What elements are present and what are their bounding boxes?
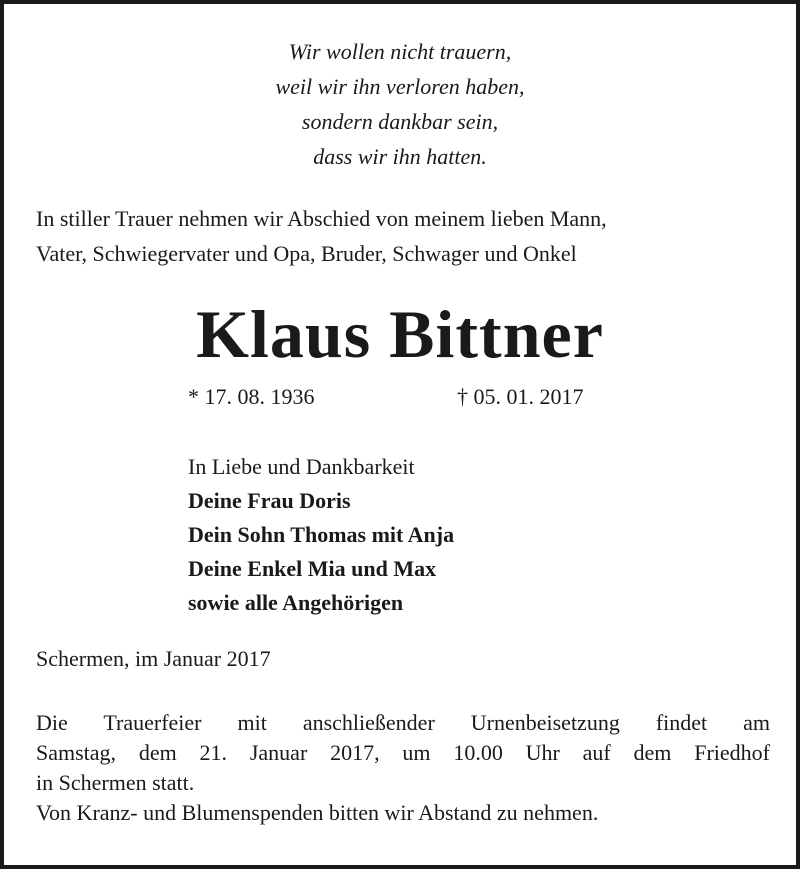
family-member: Dein Sohn Thomas mit Anja: [188, 522, 455, 547]
deceased-name: Klaus Bittner: [196, 296, 604, 372]
poem-line: dass wir ihn hatten.: [313, 144, 487, 169]
poem-line: sondern dankbar sein,: [301, 109, 499, 134]
memorial-poem: [4, 34, 796, 174]
service-line: in Schermen statt.: [36, 770, 195, 795]
poem-line: weil wir ihn verloren haben,: [275, 74, 525, 99]
family-signature: [188, 450, 454, 620]
family-intro: In Liebe und Dankbarkeit: [188, 454, 415, 479]
service-line: Samstag, dem 21. Januar 2017, um 10.00 Uhr auf dem Friedhof: [36, 740, 770, 765]
mourning-intro: [36, 201, 776, 271]
poem-line: Wir wollen nicht trauern,: [288, 39, 512, 64]
service-line: Die Trauerfeier mit anschließender Urnenbeisetzung findet am: [36, 710, 770, 735]
intro-line: In stiller Trauer nehmen wir Abschied von meinem lieben Mann,: [36, 206, 607, 231]
family-member: Deine Frau Doris: [188, 488, 351, 513]
family-member: sowie alle Angehörigen: [188, 590, 404, 615]
service-line: Von Kranz- und Blumenspenden bitten wir Abstand zu nehmen.: [36, 800, 599, 825]
intro-line: Vater, Schwiegervater und Opa, Bruder, Schwager und Onkel: [36, 241, 577, 266]
place-and-date: Schermen, im Januar 2017: [36, 646, 271, 671]
death-date: † 05. 01. 2017: [457, 384, 584, 409]
family-member: Deine Enkel Mia und Max: [188, 556, 437, 581]
birth-date: * 17. 08. 1936: [188, 384, 315, 409]
funeral-service-info: [36, 708, 770, 828]
